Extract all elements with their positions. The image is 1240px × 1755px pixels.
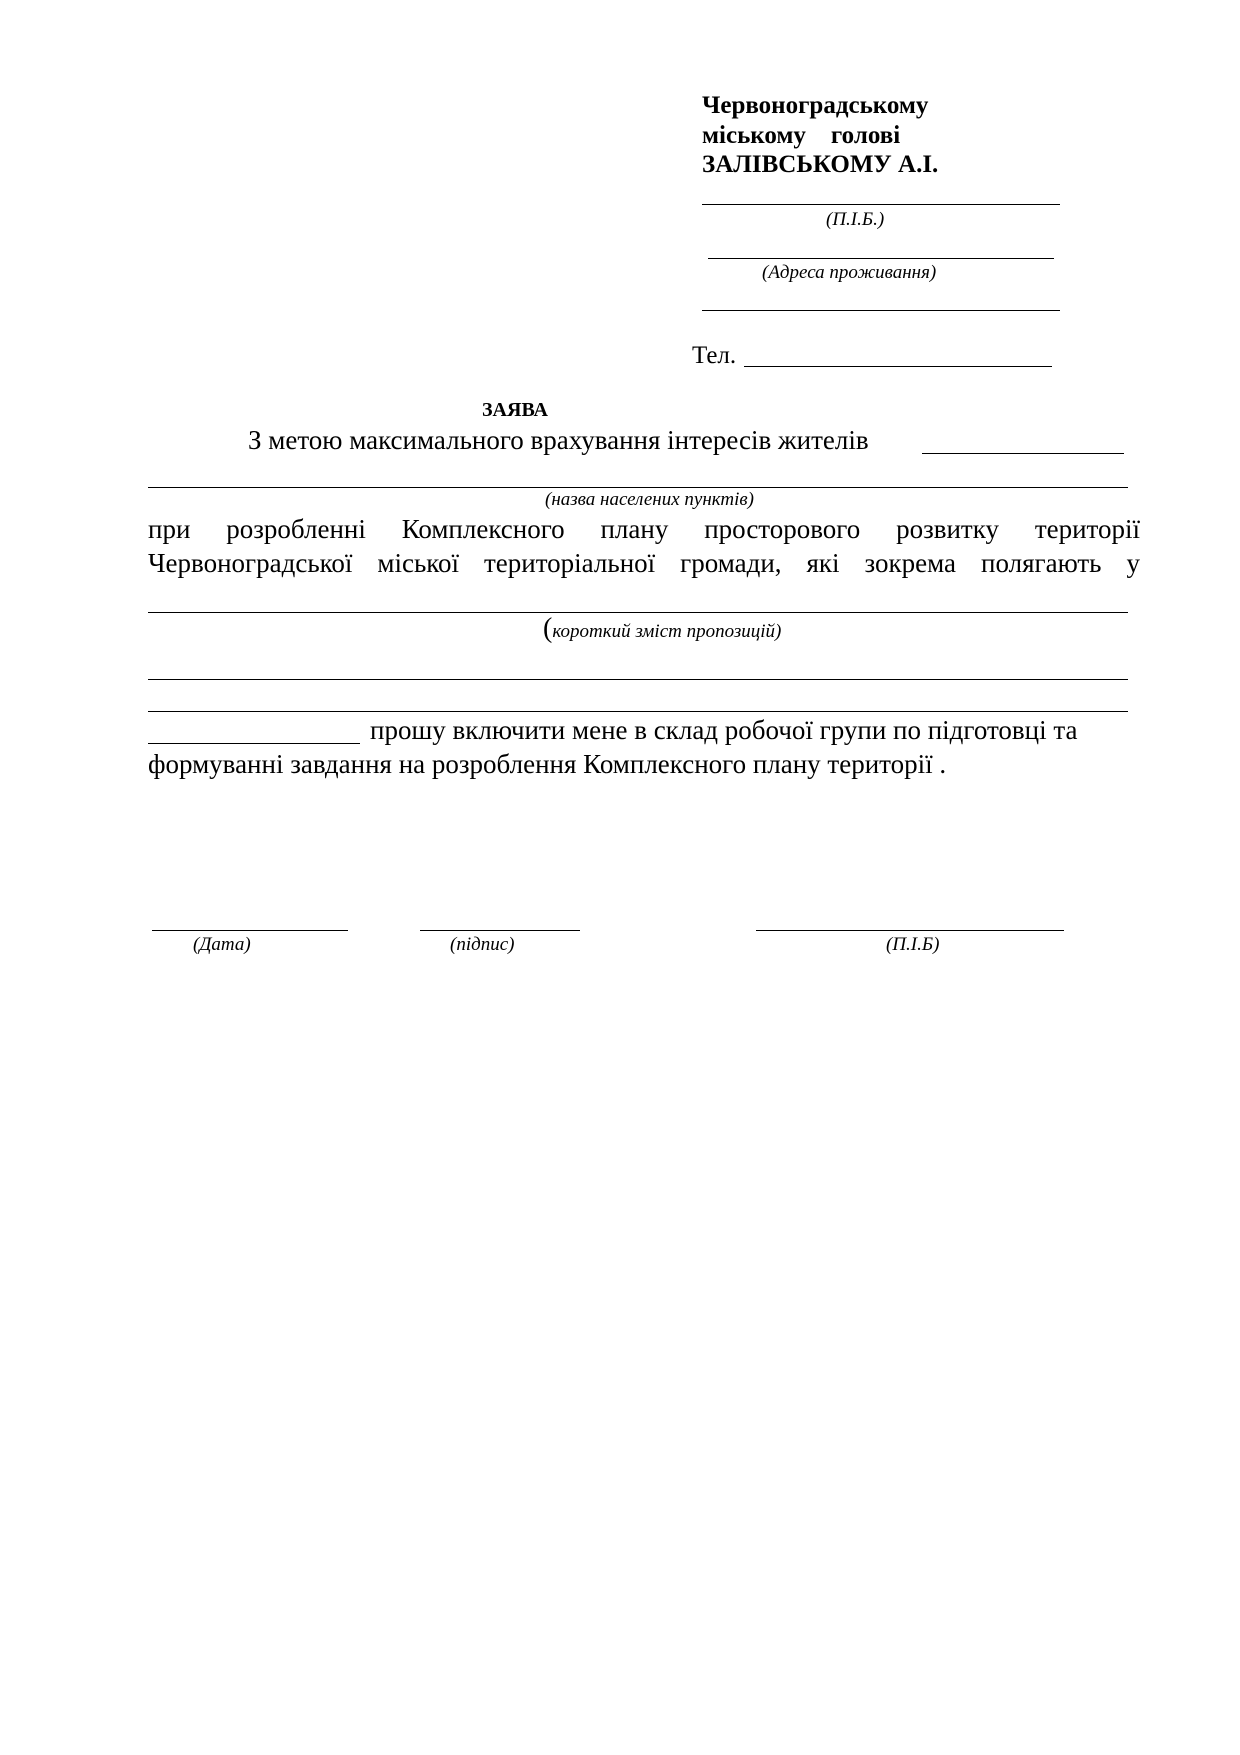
date-field-line[interactable] (152, 930, 348, 931)
proposals-caption-paren: ( (543, 613, 553, 644)
address-field-line-2[interactable] (702, 310, 1060, 311)
tel-label: Тел. (692, 342, 737, 369)
proposals-field-line-3[interactable] (148, 711, 1128, 712)
proposals-caption-text: короткий зміст пропозицій) (552, 621, 782, 642)
name-field-line[interactable] (756, 930, 1064, 931)
settlements-caption: (назва населених пунктів) (545, 489, 754, 510)
address-field-line[interactable] (708, 258, 1054, 259)
request-prefix-line[interactable] (148, 743, 360, 744)
document-title: ЗАЯВА (482, 399, 548, 421)
paragraph-line-2: Червоноградської міської територіальної громади, які зокрема полягають у (148, 548, 1140, 578)
signature-field-line[interactable] (420, 930, 580, 931)
recipient-line-3: ЗАЛІВСЬКОМУ А.І. (702, 151, 939, 178)
residents-field-line[interactable] (922, 453, 1124, 454)
paragraph-line-1: при розробленні Комплексного плану просторового розвитку території (148, 514, 1140, 544)
proposals-caption (543, 613, 782, 644)
proposals-field-line-2[interactable] (148, 679, 1128, 680)
intro-text: З метою максимального врахування інтересів жителів (248, 425, 869, 455)
address-caption: (Адреса проживання) (762, 262, 937, 283)
recipient-line-2: міському голові (702, 122, 901, 149)
recipient-line-1: Червоноградському (702, 92, 929, 119)
pib-field-line[interactable] (702, 204, 1060, 205)
tel-field-line[interactable] (744, 366, 1052, 367)
date-caption: (Дата) (193, 934, 251, 955)
proposals-field-line-1[interactable] (148, 612, 1128, 613)
settlements-field-line[interactable] (148, 487, 1128, 488)
request-line-1: прошу включити мене в склад робочої групи по підготовці та (370, 715, 1078, 745)
signature-caption: (підпис) (450, 934, 515, 955)
name-caption: (П.І.Б) (886, 934, 940, 955)
request-line-2: формуванні завдання на розроблення Комплексного плану території . (148, 749, 947, 779)
pib-caption: (П.І.Б.) (826, 209, 885, 230)
